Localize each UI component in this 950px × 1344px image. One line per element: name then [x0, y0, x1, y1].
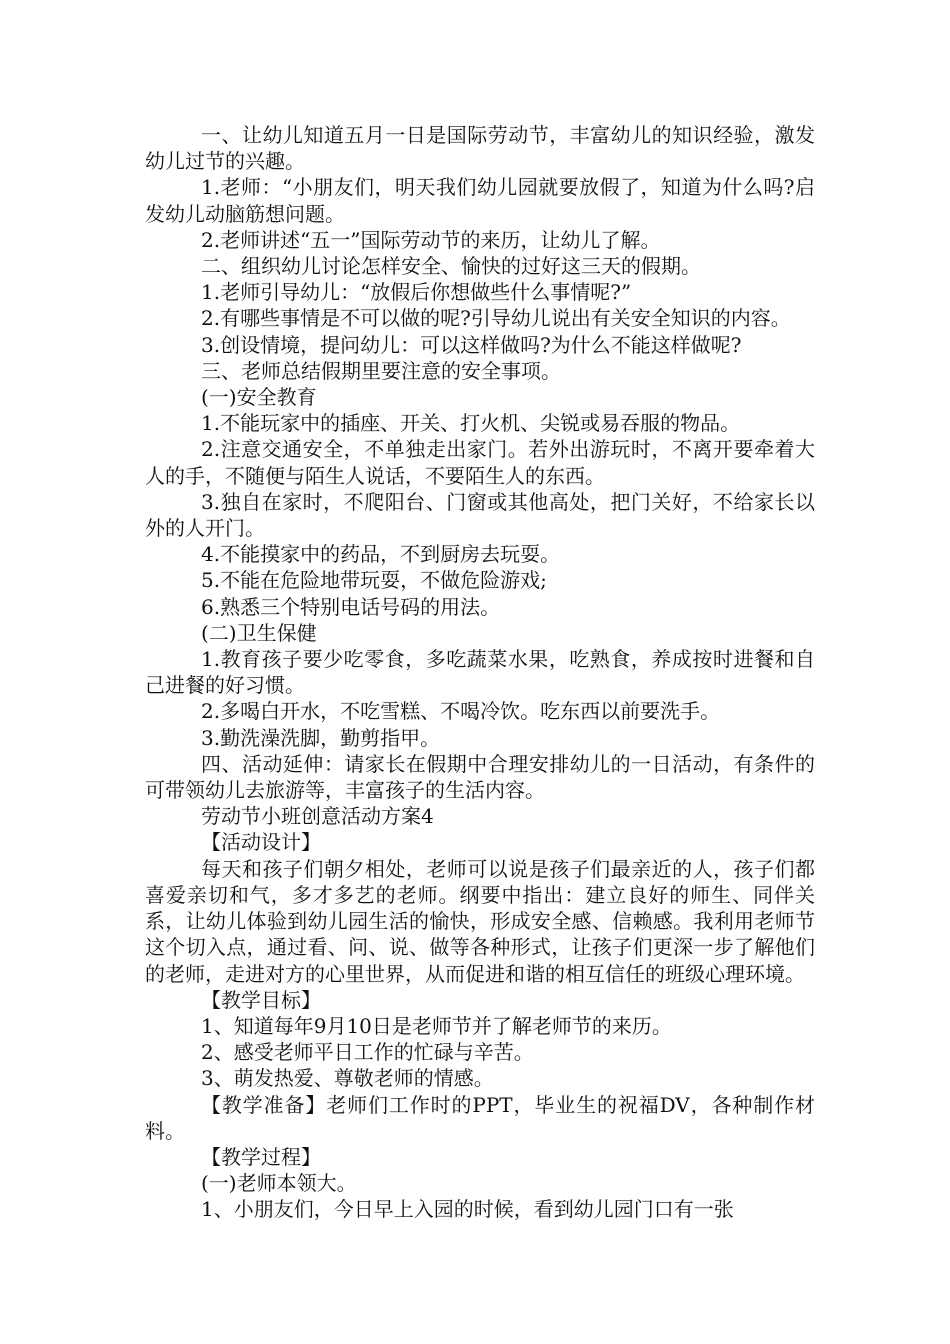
section-heading: 【教学过程】 — [201, 1144, 321, 1169]
subsection-heading: (一)老师本领大。 — [201, 1171, 357, 1196]
paragraph: 2.有哪些事情是不可以做的呢?引导幼儿说出有关安全知识的内容。 — [201, 306, 791, 331]
paragraph: 2、感受老师平日工作的忙碌与辛苦。 — [201, 1040, 534, 1065]
section-heading: 【教学目标】 — [201, 987, 321, 1012]
subsection-heading: (二)卫生保健 — [201, 620, 317, 645]
paragraph: 1、知道每年9月10日是老师节并了解老师节的来历。 — [201, 1013, 672, 1038]
paragraph: 每天和孩子们朝夕相处，老师可以说是孩子们最亲近的人，孩子们都喜爱亲切和气，多才多艺的老师。纲要中指出：建立良好的师生、同伴关系，让幼儿体验到幼儿园生活的愉快，形成安全感、信赖感。我利用老师节这个切入点，通过看、问、说、做等各种形式，让孩子们更深一步了解他们的老师，走进对方的心里世界，从而促进和谐的相互信任的班级心理环境。 — [145, 856, 815, 986]
paragraph: 3、萌发热爱、尊敬老师的情感。 — [201, 1066, 494, 1091]
paragraph: 2.多喝白开水，不吃雪糕、不喝冷饮。吃东西以前要洗手。 — [201, 699, 721, 724]
paragraph: 二、组织幼儿讨论怎样安全、愉快的过好这三天的假期。 — [201, 254, 701, 279]
paragraph: 2.老师讲述“五一”国际劳动节的来历，让幼儿了解。 — [201, 227, 661, 252]
paragraph: 1.教育孩子要少吃零食，多吃蔬菜水果，吃熟食，养成按时进餐和自己进餐的好习惯。 — [145, 647, 815, 698]
paragraph: 4.不能摸家中的药品，不到厨房去玩耍。 — [201, 542, 561, 567]
subsection-heading: (一)安全教育 — [201, 385, 317, 410]
paragraph: 3.独自在家时，不爬阳台、门窗或其他高处，把门关好，不给家长以外的人开门。 — [145, 489, 815, 541]
paragraph: 6.熟悉三个特别电话号码的用法。 — [201, 594, 501, 619]
paragraph: 1.老师引导幼儿：“放假后你想做些什么事情呢?” — [201, 280, 632, 305]
document-title: 劳动节小班创意活动方案4 — [201, 804, 434, 829]
paragraph: 1.不能玩家中的插座、开关、打火机、尖锐或易吞服的物品。 — [201, 411, 741, 436]
paragraph: 3.创设情境，提问幼儿：可以这样做吗?为什么不能这样做呢? — [201, 332, 742, 357]
document-body — [145, 122, 815, 1223]
paragraph: 5.不能在危险地带玩耍，不做危险游戏; — [201, 568, 547, 593]
paragraph: 2.注意交通安全，不单独走出家门。若外出游玩时，不离开要牵着大人的手，不随便与陌生人说话，不要陌生人的东西。 — [145, 437, 815, 488]
section-heading: 三、老师总结假期里要注意的安全事项。 — [201, 358, 561, 383]
paragraph: 1.老师：“小朋友们，明天我们幼儿园就要放假了，知道为什么吗?启发幼儿动脑筋想问题。 — [145, 175, 815, 226]
paragraph: 四、活动延伸：请家长在假期中合理安排幼儿的一日活动，有条件的可带领幼儿去旅游等，丰富孩子的生活内容。 — [145, 751, 815, 803]
section-heading: 【活动设计】 — [201, 830, 321, 855]
paragraph: 3.勤洗澡洗脚，勤剪指甲。 — [201, 725, 441, 750]
paragraph: 1、小朋友们，今日早上入园的时候，看到幼儿园门口有一张 — [201, 1197, 734, 1222]
paragraph: 一、让幼儿知道五月一日是国际劳动节，丰富幼儿的知识经验，激发幼儿过节的兴趣。 — [145, 123, 815, 174]
paragraph: 【教学准备】老师们工作时的PPT，毕业生的祝福DV，各种制作材料。 — [145, 1092, 815, 1143]
